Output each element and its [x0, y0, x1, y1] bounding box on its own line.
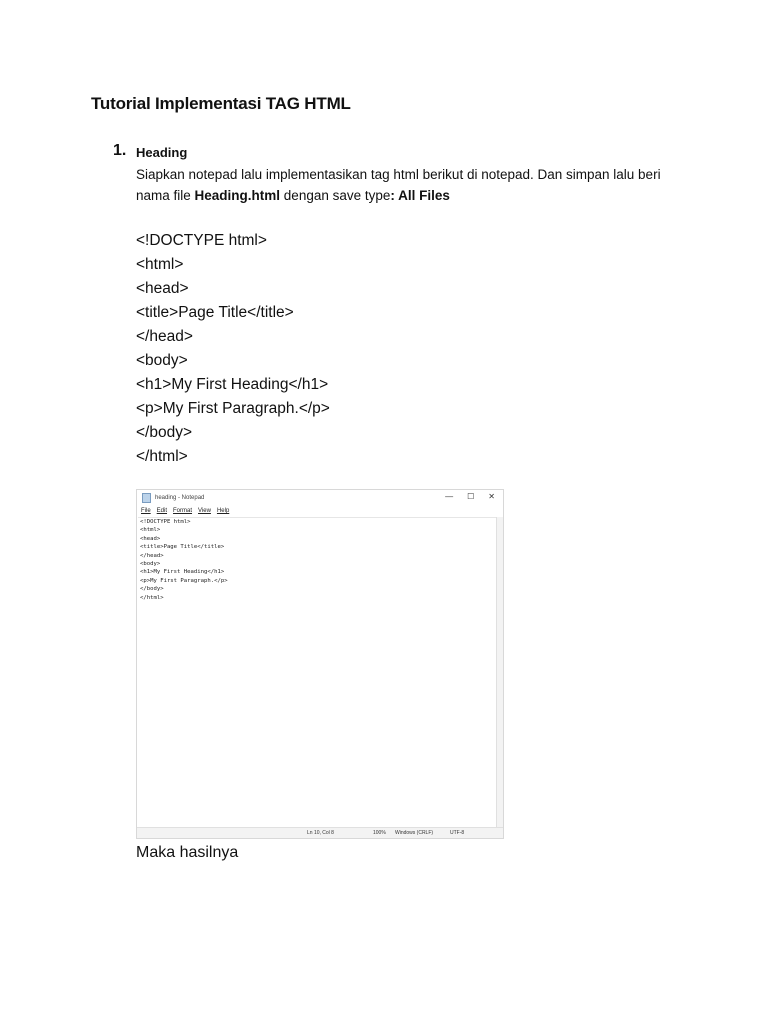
notepad-line: </html> — [140, 594, 164, 601]
notepad-text-area[interactable] — [138, 517, 497, 828]
code-line: </body> — [136, 424, 193, 441]
instruction-text-2: dengan save type — [280, 188, 391, 203]
code-line: <html> — [136, 256, 184, 273]
document-title: Tutorial Implementasi TAG HTML — [91, 94, 351, 113]
menu-help[interactable]: Help — [216, 508, 230, 514]
notepad-line: </head> — [140, 552, 164, 559]
notepad-line: <h1>My First Heading</h1> — [140, 569, 225, 576]
notepad-screenshot — [136, 489, 504, 839]
close-icon[interactable]: ✕ — [488, 492, 495, 501]
notepad-line: <head> — [140, 535, 161, 542]
code-line: <body> — [136, 352, 188, 369]
window-controls — [445, 492, 495, 501]
code-line: <title>Page Title</title> — [136, 304, 294, 321]
filename-text: Heading.html — [194, 188, 281, 203]
notepad-titlebar — [137, 490, 503, 506]
section-number: 1. — [113, 142, 127, 159]
notepad-menubar — [137, 506, 503, 516]
notepad-window-title: heading - Notepad — [155, 495, 205, 501]
notepad-statusbar — [137, 827, 503, 838]
instruction-paragraph — [136, 164, 696, 206]
code-line: </html> — [136, 448, 188, 465]
notepad-line: <html> — [140, 527, 161, 534]
code-block — [136, 229, 330, 469]
code-line: </head> — [136, 328, 193, 345]
code-line: <p>My First Paragraph.</p> — [136, 400, 330, 417]
code-line: <h1>My First Heading</h1> — [136, 376, 329, 393]
vertical-scrollbar[interactable] — [496, 517, 503, 828]
result-label: Maka hasilnya — [136, 844, 239, 861]
status-encoding: UTF-8 — [450, 830, 465, 836]
status-line-ending: Windows (CRLF) — [395, 830, 434, 836]
minimize-icon[interactable]: — — [445, 492, 454, 501]
menu-format[interactable]: Format — [173, 508, 193, 514]
status-zoom: 100% — [373, 830, 386, 836]
maximize-icon[interactable]: ☐ — [467, 492, 475, 501]
savetype-text: : All Files — [390, 188, 450, 203]
code-line: <head> — [136, 280, 189, 297]
code-line: <!DOCTYPE html> — [136, 232, 267, 249]
notepad-line: <body> — [140, 561, 161, 568]
instruction-text: Siapkan notepad lalu implementasikan tag html berikut di notepad. Dan simpan lalu beri nama file — [136, 167, 661, 203]
notepad-line: <title>Page Title</title> — [140, 544, 225, 551]
menu-edit[interactable]: Edit — [156, 508, 168, 514]
status-position: Ln 10, Col 8 — [307, 830, 334, 836]
notepad-app-icon — [142, 493, 151, 503]
menu-view[interactable]: View — [198, 508, 211, 514]
notepad-line: <!DOCTYPE html> — [140, 519, 191, 525]
notepad-line: <p>My First Paragraph.</p> — [140, 577, 228, 584]
menu-file[interactable]: File — [141, 508, 151, 514]
section-heading: Heading — [136, 145, 188, 160]
notepad-line: </body> — [140, 586, 164, 593]
